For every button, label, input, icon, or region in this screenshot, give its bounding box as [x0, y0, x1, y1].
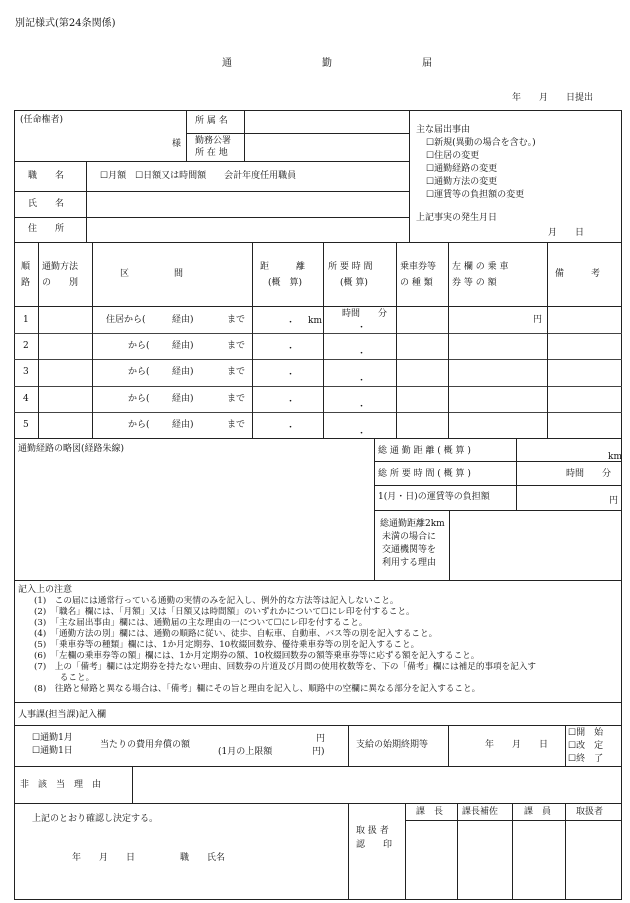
outer-top-line — [14, 110, 622, 111]
stamp-chief: 課 長 — [416, 807, 444, 817]
name-label: 氏 名 — [28, 199, 65, 209]
row-1-km: km — [308, 316, 322, 326]
outer-left-line — [14, 110, 15, 900]
note-4: (4) 「通勤方法の別」欄には、通勤の順路に従い、徒歩、自転車、自動車、バス等の別を記入すること。 — [34, 629, 438, 639]
header-ticket-2: の 種 類 — [400, 278, 433, 288]
reason-line-1: 総通勤距離2km — [380, 519, 445, 529]
row-1-distance-dot: ・ — [286, 318, 296, 328]
col-order — [38, 242, 39, 438]
row-2-time-dot: ・ — [357, 349, 367, 359]
hr-confirm-text: 上記のとおり確認し決定する。 — [32, 814, 159, 824]
row-3-from: から( — [128, 367, 150, 377]
row-1-from: 住居から( — [106, 315, 146, 325]
hr-period-divider — [448, 725, 449, 766]
reason-route[interactable]: ☐通勤経路の変更 — [426, 164, 498, 174]
table-bottom-line — [14, 438, 622, 439]
row-2-distance-dot: ・ — [286, 344, 296, 354]
col-section — [252, 242, 253, 438]
reasons-divider — [409, 110, 410, 242]
row-2-no: 2 — [23, 341, 29, 351]
row-1-time-dot: ・ — [357, 323, 367, 333]
hr-handler-left — [348, 803, 349, 899]
totals-line-3 — [374, 510, 622, 511]
outer-bottom-line — [14, 899, 622, 900]
stamp-header-line — [405, 820, 622, 821]
stamp-col-1 — [457, 803, 458, 899]
total-time-unit: 時間 分 — [566, 469, 612, 479]
header-time-2: (概 算) — [340, 278, 368, 288]
hr-start-option[interactable]: ☐開 始 — [568, 728, 604, 738]
row-1-time: 時間 分 — [342, 309, 388, 319]
hr-nonapplicable-label: 非 該 当 理 由 — [20, 780, 102, 790]
map-right-divider — [374, 438, 375, 580]
col-time — [396, 242, 397, 438]
hr-limit-yen: 円) — [312, 747, 325, 757]
burden-label: 1(月・日)の運賃等の負担額 — [378, 492, 490, 502]
header-order-1: 順 — [21, 262, 31, 272]
outer-right-line — [621, 110, 622, 900]
row-2-via: 経由) — [172, 341, 194, 351]
note-3: (3) 「主な届出事由」欄には、通勤届の主な理由の一について☐にレ印を付すること。 — [34, 618, 368, 628]
total-time-label: 総 所 要 時 間 ( 概 算 ) — [378, 469, 471, 479]
label-col-divider — [86, 161, 87, 242]
note-7-cont: ること。 — [34, 673, 95, 683]
dept-label: 所 属 名 — [195, 116, 228, 126]
hr-top-line — [14, 702, 622, 703]
hr-handler-1: 取 扱 者 — [356, 826, 389, 836]
appointer-divider — [186, 110, 187, 161]
table-top-line — [14, 242, 622, 243]
row-5-distance-dot: ・ — [286, 423, 296, 433]
dept-row-line — [186, 133, 410, 134]
submit-date: 年 月 日提出 — [512, 93, 594, 103]
address-top-line — [14, 217, 410, 218]
row-line-1 — [14, 333, 622, 334]
row-4-via: 経由) — [172, 394, 194, 404]
reason-fare[interactable]: ☐運賃等の負担額の変更 — [426, 190, 525, 200]
burden-unit: 円 — [609, 496, 619, 506]
reason-line-4: 利用する理由 — [382, 558, 437, 568]
appointer-label: (任命権者) — [20, 115, 64, 125]
row-4-distance-dot: ・ — [286, 397, 296, 407]
row-line-3 — [14, 386, 622, 387]
totals-line-1 — [374, 461, 622, 462]
row-1-no: 1 — [23, 315, 29, 325]
address-label: 住 所 — [28, 224, 65, 234]
header-ticket-1: 乗車券等 — [400, 262, 437, 272]
header-section: 区 間 — [120, 269, 184, 279]
hr-cost-label: 当たりの費用弁償の額 — [100, 740, 191, 750]
row-3-no: 3 — [23, 367, 29, 377]
row-3-time-dot: ・ — [357, 376, 367, 386]
total-distance-unit: km — [608, 452, 622, 462]
row-line-2 — [14, 359, 622, 360]
hr-title: 人事課(担当課)記入欄 — [18, 710, 107, 720]
header-remarks: 備 考 — [555, 269, 601, 279]
row-4-time-dot: ・ — [357, 402, 367, 412]
hr-day-option[interactable]: ☐通勤1日 — [32, 746, 73, 756]
header-method-2: の 別 — [42, 278, 79, 288]
hr-nonapp-divider — [132, 766, 133, 803]
hr-row2-bottom — [14, 803, 622, 804]
hr-row1-bottom — [14, 766, 622, 767]
row-2-to: まで — [227, 341, 246, 351]
col-distance — [323, 242, 324, 438]
reason-new[interactable]: ☐新規(異動の場合を含む。) — [426, 138, 536, 148]
totals-line-2 — [374, 485, 622, 486]
header-distance-2: (概 算) — [268, 278, 303, 288]
hr-limit-label: (1月の上限額 — [218, 747, 273, 757]
row-line-4 — [14, 412, 622, 413]
note-1: (1) この届には通常行っている通勤の実情のみを記入し、例外的な方法等は記入しないこと。 — [34, 596, 399, 606]
hr-handler-2: 認 印 — [356, 840, 393, 850]
table-header-bottom — [14, 306, 622, 307]
hr-date-divider — [565, 725, 566, 766]
note-6: (6) 「左欄の乗車券等の額」欄には、1か月定期券の額、10枚綴回数券の額等乗車券等に応ずる額を記入すること。 — [34, 651, 480, 661]
row-5-no: 5 — [23, 420, 29, 430]
hr-row1-top — [14, 725, 622, 726]
row-3-to: まで — [227, 367, 246, 377]
row-1-yen: 円 — [533, 315, 543, 325]
hr-end-option[interactable]: ☐終 了 — [568, 754, 604, 764]
reason-residence[interactable]: ☐住居の変更 — [426, 151, 480, 161]
stamp-staff: 課 員 — [524, 807, 552, 817]
header-method-1: 通勤方法 — [42, 262, 79, 272]
hr-cost-yen: 円 — [316, 734, 326, 744]
header-time-1: 所 要 時 間 — [328, 262, 373, 272]
occurrence-date: 月 日 — [548, 228, 585, 238]
note-7: (7) 上の「備考」欄には定期券を持たない理由、回数券の片道及び月間の使用枚数等を、下の「備考」欄には補足的事項を記入す — [34, 662, 537, 672]
hr-period-date: 年 月 日 — [485, 740, 549, 750]
row-1-to: まで — [227, 315, 246, 325]
header-order-2: 路 — [21, 278, 31, 288]
route-map-label: 通勤経路の略図(経路朱線) — [18, 444, 125, 454]
hr-cost-divider — [348, 725, 349, 766]
header-amount-2: 券 等 の 額 — [452, 278, 497, 288]
hr-handler-right — [405, 803, 406, 899]
row-4-to: まで — [227, 394, 246, 404]
row-1-via: 経由) — [172, 315, 194, 325]
workplace-label-2: 所 在 地 — [195, 148, 228, 158]
col-amount — [547, 242, 548, 438]
totals-label-divider — [516, 438, 517, 510]
note-8: (8) 往路と帰路と異なる場合は、「備考」欄にその旨と理由を記入し、順路中の空欄に異なる部分を記入すること。 — [34, 684, 481, 694]
row-5-time-dot: ・ — [357, 429, 367, 439]
row-4-from: から( — [128, 394, 150, 404]
note-5: (5) 「乗車券等の種類」欄には、1か月定期券、10枚綴回数券、優待乗車券等の別を記入すること。 — [34, 640, 420, 650]
row-5-via: 経由) — [172, 420, 194, 430]
notes-top-line — [14, 580, 622, 581]
col-method — [92, 242, 93, 438]
note-2: (2) 「職名」欄には、「月額」又は「日額又は時間額」のいずれかについて☐にレ印を付すること。 — [34, 607, 415, 617]
row-5-to: まで — [227, 420, 246, 430]
total-distance-label: 総 通 勤 距 離 ( 概 算 ) — [378, 446, 471, 456]
workplace-label-1: 勤務公署 — [195, 136, 232, 146]
name-top-line — [14, 191, 410, 192]
sama-label: 様 — [172, 139, 182, 149]
reason-line-3: 交通機関等を — [382, 545, 437, 555]
col-ticket — [448, 242, 449, 438]
position-label: 職 名 — [28, 171, 65, 181]
stamp-handler: 取扱者 — [576, 807, 604, 817]
hr-period-label: 支給の始期終期等 — [356, 740, 429, 750]
reason-divider — [449, 510, 450, 580]
hr-change-option[interactable]: ☐改 定 — [568, 741, 604, 751]
notes-title: 記入上の注意 — [18, 585, 73, 595]
header-distance-1: 距 離 — [260, 262, 306, 272]
hr-sign-date: 年 月 日 職 氏名 — [72, 853, 226, 863]
reason-method[interactable]: ☐通勤方法の変更 — [426, 177, 498, 187]
position-top-line — [14, 161, 410, 162]
row-4-no: 4 — [23, 394, 29, 404]
dept-label-divider — [244, 110, 245, 161]
form-label: 別記様式(第24条関係) — [15, 18, 116, 29]
reason-line-2: 未満の場合に — [382, 532, 437, 542]
row-3-via: 経由) — [172, 367, 194, 377]
page-title: 通 勤 届 — [222, 58, 432, 69]
row-5-from: から( — [128, 420, 150, 430]
position-options[interactable]: ☐月額 ☐日額又は時間額 会計年度任用職員 — [100, 171, 297, 181]
stamp-col-3 — [565, 803, 566, 899]
stamp-deputy: 課長補佐 — [462, 807, 499, 817]
stamp-col-2 — [512, 803, 513, 899]
hr-month-option[interactable]: ☐通勤1月 — [32, 733, 73, 743]
occurrence-label: 上記事実の発生月日 — [416, 213, 498, 223]
reasons-title: 主な届出事由 — [416, 125, 471, 135]
header-amount-1: 左 欄 の 乗 車 — [452, 262, 509, 272]
row-3-distance-dot: ・ — [286, 370, 296, 380]
row-2-from: から( — [128, 341, 150, 351]
